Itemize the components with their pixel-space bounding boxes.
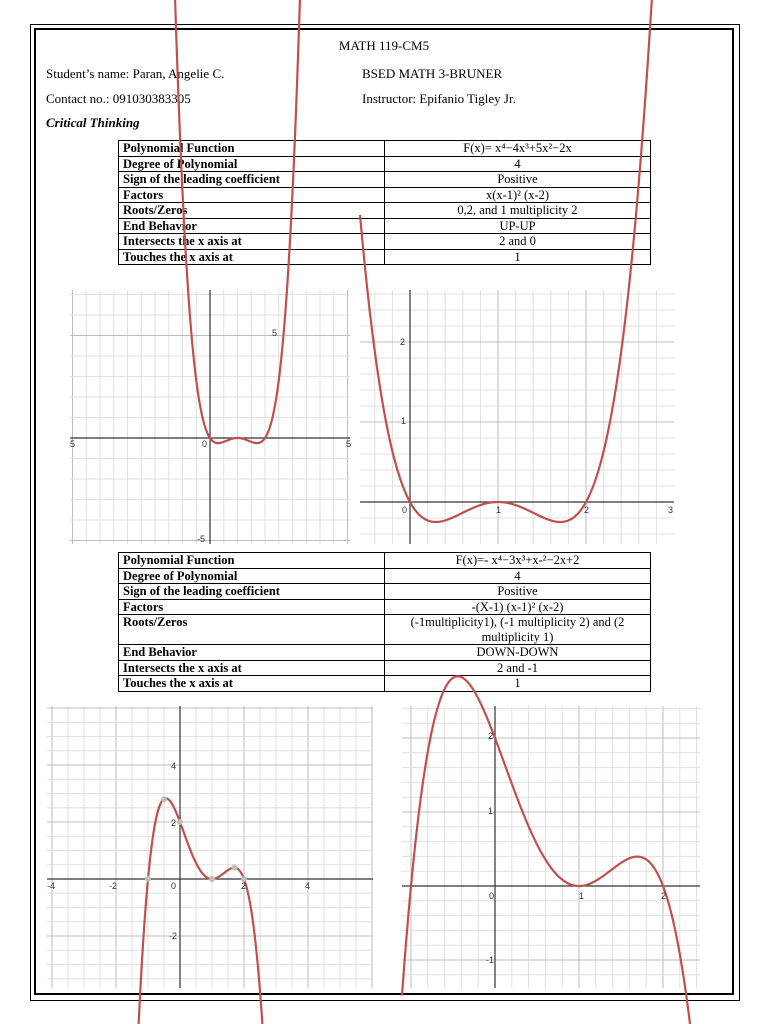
table-row — [119, 249, 651, 265]
graph-4-label-x0: 0 — [489, 891, 495, 901]
graph-1-label-x-right: 5 — [346, 439, 352, 449]
contact-number: Contact no.: 091030383305 — [46, 91, 191, 106]
course-title: MATH 119-CM5 — [338, 38, 430, 53]
row-key: Touches the x axis at — [119, 249, 385, 265]
table-row — [119, 203, 651, 219]
graph-4-label-x1: 1 — [579, 891, 585, 901]
table-row — [119, 645, 651, 661]
table-row — [119, 141, 651, 157]
table-row — [119, 172, 651, 188]
graph-1-label-x-left: 5 — [70, 439, 76, 449]
graph-2-label-x1: 1 — [496, 505, 502, 515]
row-key: Factors — [119, 599, 385, 615]
program: BSED MATH 3-BRUNER — [362, 66, 503, 81]
row-value: F(x)= x⁴−4x³+5x²−2x — [385, 141, 651, 157]
curve-point — [231, 865, 237, 871]
graph-2-label-y1: 1 — [401, 416, 407, 426]
graph-3-label-y-neg2: -2 — [169, 931, 178, 941]
table-row — [119, 584, 651, 600]
table-row — [119, 676, 651, 692]
row-key: Intersects the x axis at — [119, 234, 385, 250]
graph-3-label-x-neg4: -4 — [47, 881, 56, 891]
graph-2-label-x2: 2 — [584, 505, 590, 515]
row-value: 2 and 0 — [385, 234, 651, 250]
g3-layers — [47, 706, 373, 1024]
row-key: Factors — [119, 187, 385, 203]
instructor: Instructor: Epifanio Tigley Jr. — [362, 91, 516, 106]
graph-3-label-y2: 2 — [171, 818, 177, 828]
graph-2-full-view — [47, 706, 373, 988]
row-value: 1 — [385, 676, 651, 692]
graph-3-label-x-neg2: -2 — [109, 881, 118, 891]
row-value: 4 — [385, 568, 651, 584]
graph-3-label-x2: 2 — [241, 881, 247, 891]
row-value: x(x-1)² (x-2) — [385, 187, 651, 203]
graph-3-label-x0: 0 — [171, 881, 177, 891]
row-value: F(x)=- x⁴−3x³+x-²−2x+2 — [385, 553, 651, 569]
row-value: 0,2, and 1 multiplicity 2 — [385, 203, 651, 219]
row-value: -(X-1) (x-1)² (x-2) — [385, 599, 651, 615]
graph-4-label-y-neg1: -1 — [486, 955, 495, 965]
row-value: (-1multiplicity1), (-1 multiplicity 2) and (2 multiplicity 1) — [385, 615, 651, 645]
graph-2-label-x3: 3 — [668, 505, 674, 515]
section-title: Critical Thinking — [46, 115, 140, 130]
table-row — [119, 234, 651, 250]
graph-1-label-y-top: 5 — [272, 328, 278, 338]
table-row — [119, 599, 651, 615]
row-value: 1 — [385, 249, 651, 265]
graph-1-label-y-bottom: -5 — [197, 534, 206, 544]
row-key: Sign of the leading coefficient — [119, 584, 385, 600]
table-row — [119, 218, 651, 234]
table-row — [119, 187, 651, 203]
row-value: Positive — [385, 172, 651, 188]
graph-4-label-y1: 1 — [488, 806, 494, 816]
graph-1-full-view — [70, 290, 350, 544]
row-key: End Behavior — [119, 645, 385, 661]
row-key: Roots/Zeros — [119, 203, 385, 219]
polynomial-table-2 — [118, 552, 651, 692]
graph-1-zoomed-view — [360, 290, 674, 544]
table-row — [119, 615, 651, 645]
curve-point — [209, 876, 215, 882]
curve-point — [177, 819, 183, 825]
row-value: UP-UP — [385, 218, 651, 234]
graph-2-zoomed-view — [402, 706, 700, 988]
row-value: DOWN-DOWN — [385, 645, 651, 661]
row-key: Polynomial Function — [119, 553, 385, 569]
graph-4-label-y2: 2 — [488, 731, 494, 741]
table-row — [119, 553, 651, 569]
table-row — [119, 568, 651, 584]
table-row — [119, 660, 651, 676]
graph-1-label-origin: 0 — [202, 439, 208, 449]
graph-2-label-x0: 0 — [402, 505, 408, 515]
curve-point — [145, 876, 151, 882]
table-row — [119, 156, 651, 172]
row-key: Sign of the leading coefficient — [119, 172, 385, 188]
student-name: Student’s name: Paran, Angelie C. — [46, 66, 225, 81]
polynomial-table-1 — [118, 140, 651, 265]
function-curve — [402, 676, 700, 1024]
row-key: End Behavior — [119, 218, 385, 234]
g4-layers — [402, 676, 700, 1024]
row-key: Degree of Polynomial — [119, 568, 385, 584]
row-key: Touches the x axis at — [119, 676, 385, 692]
row-key: Roots/Zeros — [119, 615, 385, 645]
row-key: Intersects the x axis at — [119, 660, 385, 676]
row-key: Polynomial Function — [119, 141, 385, 157]
row-value: 2 and -1 — [385, 660, 651, 676]
row-value: 4 — [385, 156, 651, 172]
graph-3-label-x4: 4 — [305, 881, 311, 891]
graph-4-label-x2: 2 — [661, 891, 667, 901]
graph-3-label-y4: 4 — [171, 761, 177, 771]
row-key: Degree of Polynomial — [119, 156, 385, 172]
curve-point — [161, 796, 167, 802]
graph-2-label-y2: 2 — [400, 337, 406, 347]
row-value: Positive — [385, 584, 651, 600]
